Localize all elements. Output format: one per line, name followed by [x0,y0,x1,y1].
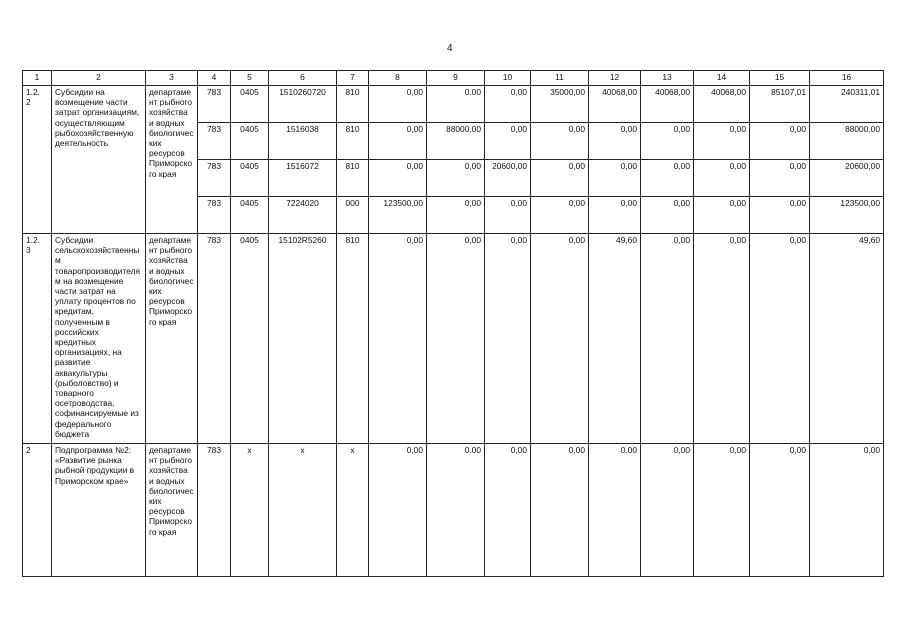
table-cell: 0,00 [641,160,694,197]
table-cell: 40068,00 [589,86,641,123]
table-cell: 0405 [231,160,269,197]
table-cell: 0,00 [694,123,750,160]
table-cell: 0,00 [427,160,485,197]
row-name: Подпрограмма №2: «Развитие рынка рыбной продукции в Приморском крае» [52,444,146,577]
table-cell: 35000,00 [531,86,589,123]
table-cell: 1516038 [269,123,337,160]
table-cell: 0,00 [531,444,589,577]
table-cell: 0,00 [694,197,750,234]
table-cell: 88000,00 [810,123,884,160]
table-cell: 0,00 [750,160,810,197]
table-cell: 0,00 [531,160,589,197]
row-number: 1.2. 2 [23,86,52,234]
table-cell: 783 [198,160,231,197]
table-cell: 0.00 [589,444,641,577]
col-header: 5 [231,71,269,86]
table-cell: 0,00 [750,444,810,577]
table-cell: x [269,444,337,577]
table-cell: 783 [198,444,231,577]
table-cell: 0,00 [531,197,589,234]
row-name: Субсидии на возмещение части затрат организациям, осуществляющим рыбохозяйственную деятельность [52,86,146,234]
col-header: 10 [485,71,531,86]
table-cell: 0,00 [750,234,810,444]
table-cell: 0,00 [485,123,531,160]
table-cell: 40068,00 [641,86,694,123]
col-header: 11 [531,71,589,86]
row-department: департамент рыбного хозяйства и водных биологических ресурсов Приморского края [146,86,198,234]
table-cell: 0,00 [485,197,531,234]
table-cell: 0,00 [641,123,694,160]
col-header: 9 [427,71,485,86]
table-cell: 123500,00 [810,197,884,234]
table-cell: 0,00 [369,444,427,577]
table-cell: 20600,00 [810,160,884,197]
table-cell: 783 [198,197,231,234]
table-cell: 0,00 [589,197,641,234]
table-cell: 0,00 [531,123,589,160]
col-header: 6 [269,71,337,86]
table-cell: x [231,444,269,577]
table-cell: 0,00 [694,444,750,577]
header-row [23,71,884,86]
table-cell: 0,00 [694,160,750,197]
table-cell: 1516072 [269,160,337,197]
col-header: 3 [146,71,198,86]
table-cell: 810 [337,234,369,444]
table-cell: 0,00 [369,123,427,160]
table-cell: 0,00 [641,234,694,444]
table-cell: 49,60 [810,234,884,444]
table-cell: 15102R5260 [269,234,337,444]
table-cell: 85107,01 [750,86,810,123]
table-cell: 20600,00 [485,160,531,197]
table-cell: 0.00 [427,86,485,123]
table-cell: 0,00 [589,123,641,160]
table-cell: 0,00 [369,234,427,444]
table-cell: 7224020 [269,197,337,234]
page-number: 4 [447,43,453,54]
table-cell: 0,00 [589,160,641,197]
table-cell: 0,00 [485,444,531,577]
table-cell: 40068,00 [694,86,750,123]
col-header: 2 [52,71,146,86]
table-cell: 0,00 [485,234,531,444]
row-number: 1.2. 3 [23,234,52,444]
table-cell: 0,00 [485,86,531,123]
table-cell: 000 [337,197,369,234]
col-header: 8 [369,71,427,86]
col-header: 1 [23,71,52,86]
row-department: департамент рыбного хозяйства и водных биологических ресурсов Приморского края [146,444,198,577]
col-header: 13 [641,71,694,86]
table-cell: 0,00 [427,197,485,234]
table-cell: 0405 [231,123,269,160]
table-cell: 0405 [231,86,269,123]
col-header: 14 [694,71,750,86]
table-cell: 0.00 [427,444,485,577]
budget-table [22,70,884,577]
table-cell: 0,00 [750,123,810,160]
row-name: Субсидии сельскохозяйственным товаропроизводителям на возмещение части затрат на уплату процентов по кредитам, полученным в российских кредитных организациях, на развитие аквакультуры (рыболовство) и товарного осетроводства, софинансируемые из федерального бюджета [52,234,146,444]
col-header: 4 [198,71,231,86]
table-cell: 810 [337,160,369,197]
col-header: 12 [589,71,641,86]
table-cell: 123500,00 [369,197,427,234]
table-cell: 783 [198,86,231,123]
table-cell: 810 [337,123,369,160]
table-cell: 1510260720 [269,86,337,123]
table-cell: 0,00 [694,234,750,444]
col-header: 7 [337,71,369,86]
col-header: 16 [810,71,884,86]
table-cell: 0,00 [810,444,884,577]
table-cell: 0,00 [369,86,427,123]
table-cell: 0,00 [641,444,694,577]
table-cell: x [337,444,369,577]
table-cell: 810 [337,86,369,123]
table-cell: 0,00 [369,160,427,197]
table-cell: 0,00 [641,197,694,234]
row-number: 2 [23,444,52,577]
table-cell: 0,00 [427,234,485,444]
table-cell: 783 [198,123,231,160]
table-row [23,234,884,444]
table-cell: 0,00 [750,197,810,234]
table-cell: 0,00 [531,234,589,444]
table-cell: 49,60 [589,234,641,444]
col-header: 15 [750,71,810,86]
table-cell: 0405 [231,234,269,444]
table-cell: 783 [198,234,231,444]
row-department: департамент рыбного хозяйства и водных биологических ресурсов Приморского края [146,234,198,444]
table-row [23,444,884,577]
table-cell: 240311,01 [810,86,884,123]
table-cell: 88000,00 [427,123,485,160]
table-row [23,86,884,123]
table-cell: 0405 [231,197,269,234]
